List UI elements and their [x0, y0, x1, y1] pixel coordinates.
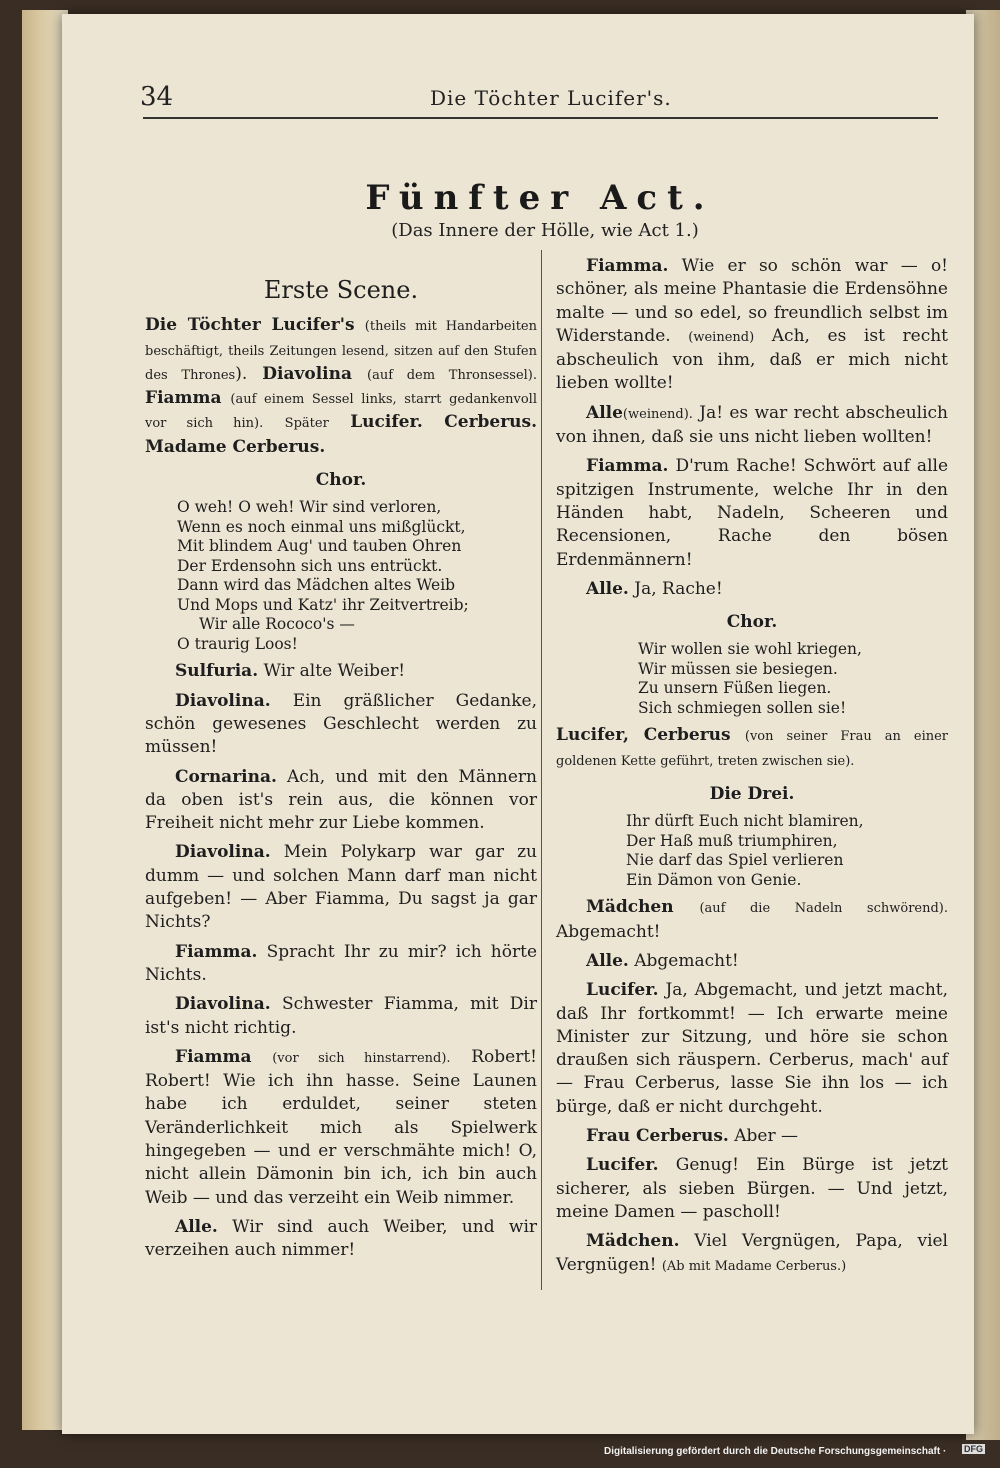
dfg-logo: DFG	[964, 1444, 983, 1454]
dialogue-text: Ja! es war recht abscheulich von ihnen, daß sie uns nicht lieben wollten!	[556, 402, 948, 448]
dialogue-text: Wie er so schön war — o! schöner, als meine Phantasie die Erdensöhne malte — und so edel, so freundlich selbst im Widerstande.	[556, 256, 949, 346]
dialogue-text: Wir alte Weiber!	[263, 661, 406, 682]
dialogue-line	[556, 255, 948, 396]
verse-line: O traurig Loos!	[177, 634, 298, 653]
chorus-verse	[638, 640, 948, 718]
dialogue-text: Viel Vergnügen, Papa, viel Vergnügen!	[556, 1231, 948, 1275]
verse-line: O weh! O weh! Wir sind verloren,	[177, 498, 442, 517]
dialogue-text: Abgemacht!	[634, 950, 739, 971]
page-number: 34	[140, 82, 174, 112]
dialogue-text: D'rum Rache! Schwört auf alle spitzigen Instrumente, welche Ihr in den Händen habt, Nadeln, Scheeren und Recensionen, Rache den bösen Erdenmännern!	[556, 456, 949, 570]
column-divider	[541, 250, 542, 1290]
speaker-name: Fiamma	[175, 1046, 252, 1067]
stage-direction-opening	[145, 314, 537, 459]
punctuation: ).	[235, 363, 263, 384]
act-title: Fünfter Act.	[365, 178, 715, 218]
dialogue-line	[145, 766, 537, 836]
digitization-credit: Digitalisierung gefördert durch die Deutsche Forschungsgemeinschaft ·	[604, 1446, 947, 1457]
verse-line: Mit blindem Aug' und tauben Ohren	[177, 537, 462, 556]
stage-direction: (auf einem Sessel links, starrt gedankenvoll vor sich hin).	[145, 392, 538, 432]
speaker-name: Alle.	[175, 1216, 218, 1237]
dialogue-line	[556, 1154, 948, 1224]
dialogue-line	[556, 402, 948, 450]
dialogue-line	[145, 841, 537, 934]
verse-line: Wir alle Rococo's —	[199, 615, 355, 634]
speaker-name: Lucifer.	[586, 980, 659, 1001]
dialogue-line	[145, 660, 537, 683]
speaker-name: Diavolina.	[175, 994, 271, 1015]
speaker-name: Sulfuria.	[175, 661, 259, 682]
dialogue-line	[556, 896, 948, 944]
stage-direction: (weinend).	[622, 406, 693, 422]
stage-direction: (weinend)	[688, 329, 755, 345]
stage-direction: (Ab mit Madame Cerberus.)	[661, 1258, 847, 1274]
verse-line: Der Erdensohn sich uns entrückt.	[177, 556, 443, 575]
verse-line: Ein Dämon von Genie.	[626, 870, 802, 889]
dialogue-text: Ach, es ist recht abscheulich von ihm, daß er mich nicht lieben wollte!	[556, 325, 948, 394]
chorus-verse	[177, 498, 537, 654]
speaker-name: Fiamma.	[586, 256, 669, 276]
speaker-name: Diavolina.	[175, 690, 271, 711]
chorus-heading: Chor.	[726, 612, 778, 633]
dialogue-line	[145, 993, 537, 1040]
speaker-name: Lucifer, Cerberus	[556, 725, 731, 746]
dialogue-line	[556, 979, 948, 1119]
dialogue-text: Schwester Fiamma, mit Dir ist's nicht richtig.	[145, 994, 538, 1038]
dialogue-text: Robert! Robert! Wie ich ihn hasse. Seine Launen habe ich erduldet, seiner steten Veränderlichkeit mich als Spielwerk hingegeben — und er verschmähte mich! O, nicht allein Dämonin bin ich, ich bin auch Weib — und das verzeiht ein Weib nimmer.	[145, 1046, 538, 1208]
act-subtitle: (Das Innere der Hölle, wie Act 1.)	[391, 220, 699, 241]
speaker-name: Madame Cerberus.	[145, 436, 326, 457]
speaker-name: Fiamma	[145, 388, 222, 409]
dialogue-line	[556, 1230, 948, 1278]
speaker-name: Lucifer.	[586, 1155, 659, 1176]
speaker-name: Fiamma.	[586, 456, 669, 477]
dialogue-text: Aber —	[734, 1126, 798, 1147]
verse-line: Wir müssen sie besiegen.	[638, 659, 838, 678]
stage-direction: (vor sich hinstarrend).	[272, 1050, 451, 1066]
speaker-name: Lucifer.	[350, 412, 423, 433]
stage-direction: (von seiner Frau an einer goldenen Kette geführt, treten zwischen sie).	[556, 729, 949, 769]
dialogue-text: Genug! Ein Bürge ist jetzt sicherer, als sieben Bürgen. — Und jetzt, meine Damen — pascholl!	[556, 1155, 948, 1222]
dialogue-line	[556, 1125, 948, 1148]
dialogue-line	[145, 941, 537, 988]
stage-direction: Später	[284, 416, 329, 432]
verse-line: Wir wollen sie wohl kriegen,	[638, 640, 862, 659]
speaker-name: Alle.	[586, 578, 629, 599]
verse-line: Ihr dürft Euch nicht blamiren,	[626, 812, 864, 831]
trio-verse	[626, 812, 948, 890]
speaker-name: Alle.	[586, 950, 629, 971]
dialogue-line	[556, 578, 948, 601]
dialogue-text: Abgemacht!	[556, 921, 661, 942]
dialogue-text: Mein Polykarp war gar zu dumm — und solchen Mann darf man nicht aufgeben! — Aber Fiamma, Du sagst ja gar Nichts?	[145, 842, 537, 933]
speaker-name: Diavolina	[262, 363, 352, 384]
scene-heading: Erste Scene.	[263, 276, 419, 304]
speaker-name: Frau Cerberus.	[586, 1126, 729, 1147]
verse-line: Zu unsern Füßen liegen.	[638, 679, 832, 698]
dialogue-text: Wir sind auch Weiber, und wir verzeihen auch nimmer!	[145, 1216, 538, 1261]
dialogue-line	[556, 950, 948, 973]
speaker-name: Fiamma.	[175, 941, 258, 962]
dialogue-line	[145, 690, 537, 760]
stage-direction: (theils mit Handarbeiten beschäftigt, theils Zeitungen lesend, sitzen auf den Stufen des Thrones	[145, 319, 537, 383]
dialogue-text: Ein gräßlicher Gedanke, schön gewesenes Geschlecht werden zu müssen!	[145, 690, 537, 758]
trio-heading: Die Drei.	[709, 784, 795, 805]
verse-line: Dann wird das Mädchen altes Weib	[177, 576, 456, 595]
speaker-name: Diavolina.	[175, 842, 271, 863]
verse-line: Der Haß muß triumphiren,	[626, 831, 838, 850]
dialogue-text: Ja, Rache!	[634, 578, 723, 599]
left-column	[145, 275, 537, 1269]
right-column	[556, 255, 948, 1284]
dialogue-text: Ach, und mit den Männern da oben ist's rein aus, die können vor Freiheit nicht mehr zur Liebe kommen.	[145, 766, 537, 834]
dialogue-text: Ja, Abgemacht, und jetzt macht, daß Ihr fortkommt! — Ich erwarte meine Minister zur Sitzung, und höre sie schon draußen sich räuspern. Cerberus, mach' auf — Frau Cerberus, lasse Sie ihn los — ich bürge, daß er nicht durchgeht.	[556, 980, 949, 1117]
verse-line: Und Mops und Katz' ihr Zeitvertreib;	[177, 595, 469, 614]
dialogue-text: Spracht Ihr zu mir? ich hörte Nichts.	[145, 941, 538, 985]
speaker-name: Mädchen.	[586, 1231, 680, 1252]
speaker-name: Cornarina.	[175, 766, 277, 787]
header-rule	[143, 117, 938, 119]
dialogue-line	[556, 455, 948, 571]
verse-line: Wenn es noch einmal uns mißglückt,	[177, 517, 466, 536]
dialogue-line	[145, 1046, 537, 1210]
chorus-heading: Chor.	[315, 470, 367, 491]
stage-direction: (auf dem Thronsessel).	[367, 367, 538, 383]
speaker-name: Alle	[586, 402, 623, 423]
speaker-name: Mädchen	[586, 897, 674, 918]
stage-direction: (auf die Nadeln schwörend).	[699, 901, 948, 917]
speaker-name: Die Töchter Lucifer's	[145, 315, 355, 336]
running-title: Die Töchter Lucifer's.	[430, 86, 672, 110]
dialogue-line	[145, 1216, 537, 1263]
verse-line: Nie darf das Spiel verlieren	[626, 851, 844, 870]
stage-direction-entrance	[556, 724, 948, 773]
speaker-name: Cerberus.	[444, 412, 538, 433]
verse-line: Sich schmiegen sollen sie!	[638, 698, 847, 717]
